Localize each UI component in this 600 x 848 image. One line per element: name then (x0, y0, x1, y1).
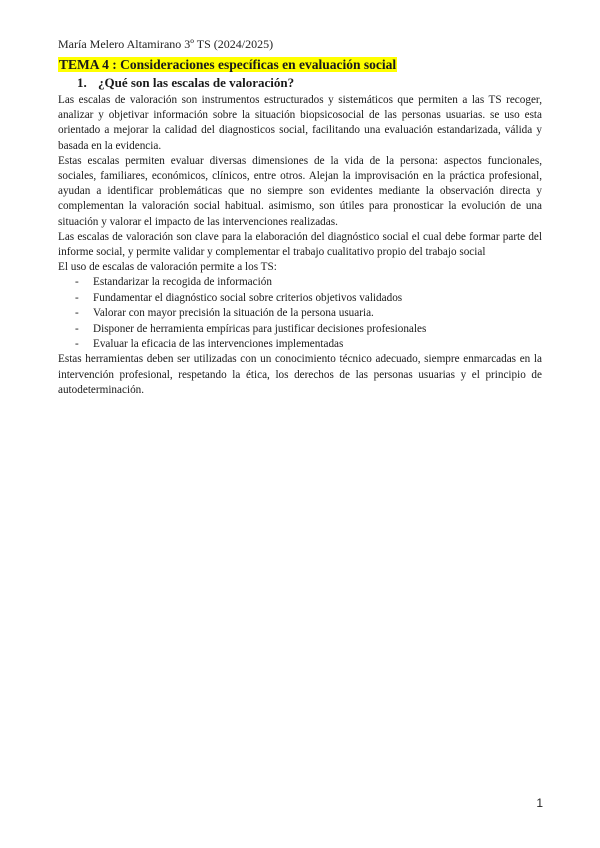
list-item-text: Estandarizar la recogida de información (93, 276, 272, 289)
topic-title-highlight: TEMA 4 : Consideraciones específicas en evaluación social (59, 57, 397, 72)
list-marker: - (75, 291, 79, 304)
list-item (75, 306, 542, 321)
document-page (58, 36, 542, 398)
list-marker: - (75, 322, 79, 335)
paragraph-dimensions: Estas escalas permiten evaluar diversas dimensiones de la vida de la persona: aspectos funcionales, sociales, familiares, económicos, clínicos, entre otros. Alejan la improvisación en la práctica profesional, ayudan a identificar problemáticas que no siempre son evidentes mediante la observación directa y complementan la valoración social habitual. asimismo, son útiles para pronosticar la evolución de una situación y valorar el impacto de las intervenciones realizadas. (58, 154, 542, 228)
section-heading-text: ¿Qué son las escalas de valoración? (98, 75, 295, 90)
list-item-text: Valorar con mayor precisión la situación de la persona usuaria. (93, 307, 374, 320)
list-item-text: Fundamentar el diagnóstico social sobre criterios objetivos validados (93, 291, 403, 304)
list-item-text: Evaluar la eficacia de las intervenciones implementadas (93, 338, 344, 351)
paragraph-closing: Estas herramientas deben ser utilizadas con un conocimiento técnico adecuado, siempre enmarcadas en la intervención profesional, respetando la ética, los derechos de las personas usuarias y el principio de autodeterminación. (58, 353, 542, 396)
list-item-text: Disponer de herramienta empíricas para justificar decisiones profesionales (93, 322, 427, 335)
author-header: María Melero Altamirano 3º TS (2024/2025) (58, 37, 274, 51)
list-item (75, 322, 542, 337)
paragraph-diagnosis: Las escalas de valoración son clave para la elaboración del diagnóstico social el cual debe formar parte del informe social, y permite validar y complementar el trabajo cualitativo propio del trabajo social (58, 230, 542, 259)
page-number: 1 (536, 796, 543, 810)
paragraph-intro: Las escalas de valoración son instrumentos estructurados y sistemáticos que permiten a las TS recoger, analizar y objetivar información sobre la situación biopsicosocial de las personas usuarias. se uso esta orientado a mejorar la calidad del diagnosticos social, facilitando una evaluación estandarizada, válida y basada en la evidencia. (58, 94, 542, 152)
topic-title (58, 56, 542, 73)
section-heading (77, 74, 542, 91)
list-item (75, 275, 542, 290)
list-marker: - (75, 338, 79, 351)
list-marker: - (75, 276, 79, 289)
list-item (75, 337, 542, 352)
list-item (75, 291, 542, 306)
list-marker: - (75, 307, 79, 320)
paragraph-list-intro: El uso de escalas de valoración permite a los TS: (58, 261, 277, 274)
benefits-list (58, 275, 542, 352)
section-number: 1. (77, 75, 87, 90)
